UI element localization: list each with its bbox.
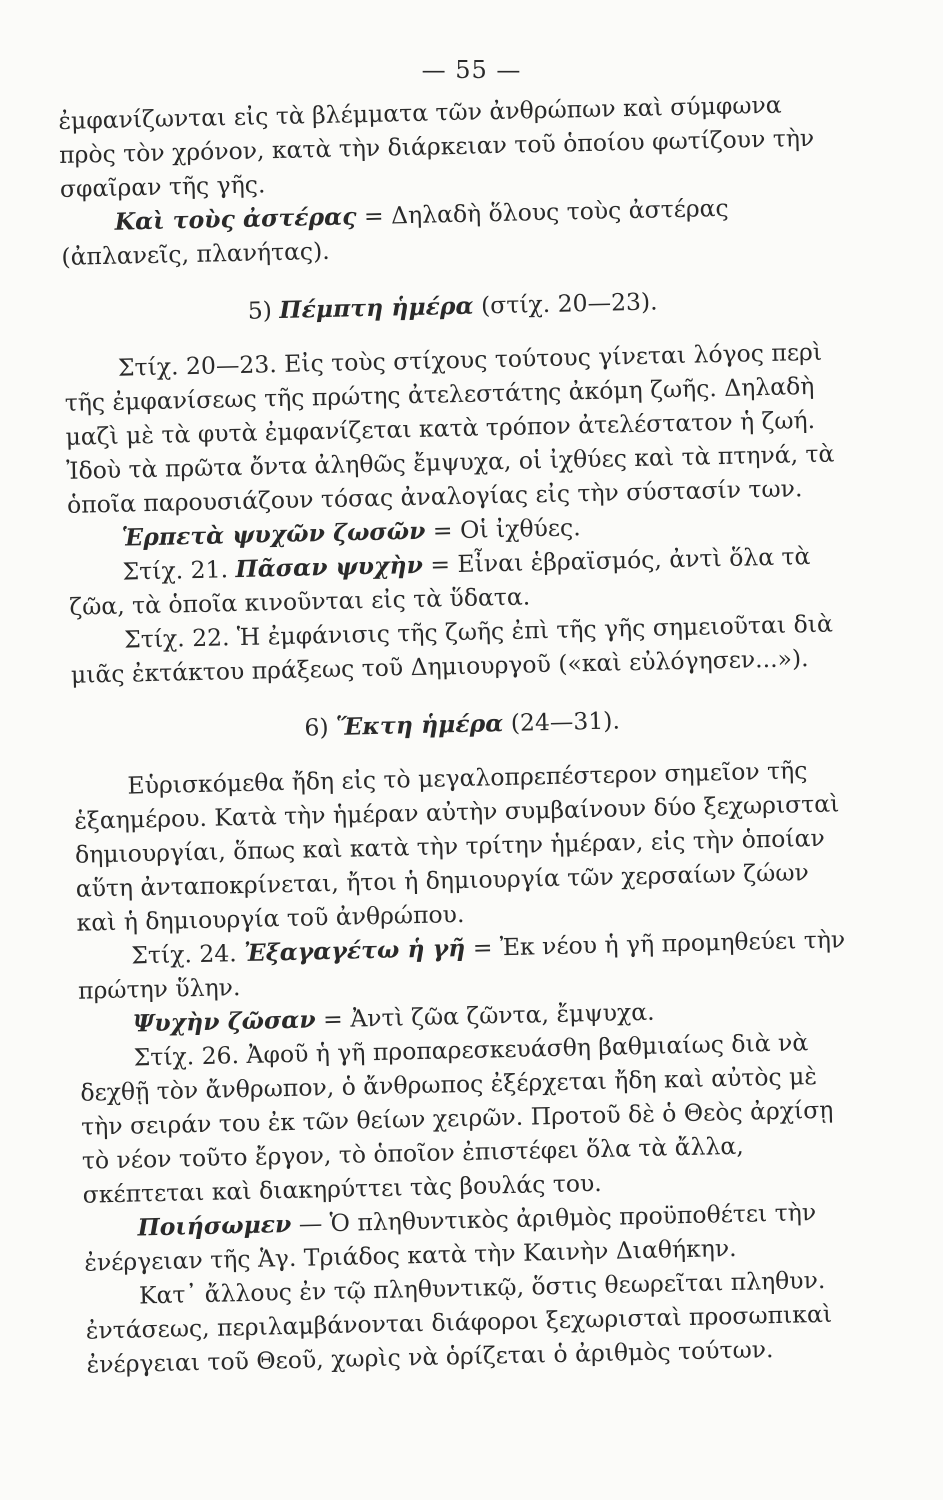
- paragraph: [58, 86, 840, 206]
- definition-text: = Ἐκ νέου ἡ γῆ προμηθεύει τὴν πρώτην ὕλην.: [77, 925, 846, 1005]
- term: Ἐξαγαγέτω ἡ γῆ: [243, 933, 466, 967]
- definition-text: = Δηλαδὴ ὅλους τοὺς ἀστέρας (ἀπλανεῖς, πλανήτας).: [61, 193, 729, 271]
- heading-range: (στίχ. 20—23).: [480, 287, 658, 320]
- paragraph: [85, 1262, 867, 1382]
- section-heading: [72, 698, 853, 750]
- definition-text: = Εἶναι ἑβραϊσμός, ἀντὶ ὅλα τὰ ζῶα, τὰ ὁποῖα κινοῦνται εἰς τὰ ὕδατα.: [69, 542, 811, 621]
- page-number: — 55 —: [421, 56, 522, 84]
- heading-range: (24—31).: [510, 706, 621, 737]
- section-heading: [62, 280, 843, 332]
- definition-text: — Ὁ πληθυντικὸς ἀριθμὸς προϋποθέτει τὴν ἐνέργειαν τῆς Ἁγ. Τριάδος κατὰ τὴν Καινὴν Διαθήκην.: [83, 1198, 817, 1277]
- paragraph: [79, 1024, 863, 1212]
- heading-title: Ἕκτη ἡμέρα: [335, 709, 504, 741]
- paragraph-text: Στίχ. 22. Ἡ ἐμφάνισις τῆς ζωῆς ἐπὶ τῆς γῆς σημειοῦται διὰ μιᾶς ἐκτάκτου πράξεως τοῦ Δημιουργοῦ («καὶ εὐλόγησεν...»).: [70, 609, 834, 689]
- term: Καὶ τοὺς ἀστέρας: [114, 202, 357, 236]
- paragraph-text: Στίχ. 26. Ἀφοῦ ἡ γῆ προπαρεσκευάσθη βαθμιαίως διὰ νὰ δεχθῇ τὸν ἄνθρωπον, ὁ ἄνθρωπος ἐξέρχεται ἤδη καὶ αὐτὸς μὲ τὴν σειράν του ἐκ τῶν θείων χειρῶν. Προτοῦ δὲ ὁ Θεὸς ἀρχίσῃ τὸ νέον τοῦτο ἔργον, τὸ ὁποῖον ἐπιστέφει ὅλα τὰ ἄλλα, σκέπτεται καὶ διακηρύττει τὰς βουλάς του.: [80, 1028, 834, 1209]
- term: Ποιήσωμεν: [137, 1209, 292, 1242]
- heading-number: 6): [304, 713, 329, 742]
- verse-ref: Στίχ. 24.: [131, 938, 245, 970]
- heading-number: 5): [247, 296, 273, 325]
- body-text: [58, 86, 867, 1381]
- term: Πᾶσαν ψυχὴν: [235, 550, 424, 584]
- paragraph-text: Εὑρισκόμεθα ἤδη εἰς τὸ μεγαλοπρεπέστερον σημεῖον τῆς ἑξαημέρου. Κατὰ τὴν ἡμέραν αὐτὴν συμβαίνουν δύο ξεχωρισταὶ δημιουργίαι, ὅπως καὶ κατὰ τὴν τρίτην ἡμέραν, εἰς τὴν ὁποίαν αὕτη ἀνταποκρίνεται, ἤτοι ἡ δημιουργία τῶν χερσαίων ζώων καὶ ἡ δημιουργία τοῦ ἀνθρώπου.: [73, 756, 840, 937]
- paragraph-text: ἐμφανίζωνται εἰς τὰ βλέμματα τῶν ἀνθρώπων καὶ σύμφωνα πρὸς τὸν χρόνον, κατὰ τὴν διάρκειαν τοῦ ὁποίου φωτίζουν τὴν σφαῖραν τῆς γῆς.: [58, 90, 815, 203]
- paragraph-text: Κατ᾽ ἄλλους ἐν τῷ πληθυντικῷ, ὅστις θεωρεῖται πληθυν. ἐντάσεως, περιλαμβάνονται διάφοροι ξεχωρισταὶ προσωπικαὶ ἐνέργειαι τοῦ Θεοῦ, χωρὶς νὰ ὁρίζεται ὁ ἀριθμὸς τούτων.: [85, 1265, 833, 1379]
- definition-text: = Ἀντὶ ζῶα ζῶντα, ἔμψυχα.: [315, 997, 655, 1034]
- heading-title: Πέμπτη ἡμέρα: [279, 291, 474, 325]
- definition-text: = Οἱ ἰχθύες.: [425, 513, 581, 545]
- verse-ref: Στίχ. 21.: [122, 555, 236, 586]
- paragraph: [73, 752, 857, 940]
- paragraph: [64, 334, 848, 522]
- paragraph-text: Στίχ. 20—23. Εἰς τοὺς στίχους τούτους γίνεται λόγος περὶ τῆς ἐμφανίσεως τῆς πρώτης ἀτελεστάτης ἀκόμη ζωῆς. Δηλαδὴ μαζὶ μὲ τὰ φυτὰ ἐμφανίζεται κατὰ τρόπον ἀτελέστατον ἡ ζωή. Ἰδοὺ τὰ πρῶτα ὄντα ἀληθῶς ἔμψυχα, οἱ ἰχθύες καὶ τὰ πτηνά, τὰ ὁποῖα παρουσιάζουν τόσας ἀναλογίας εἰς τὴν σύστασίν των.: [64, 337, 835, 519]
- term: Ψυχὴν ζῶσαν: [132, 1005, 316, 1038]
- term: Ἑρπετὰ ψυχῶν ζωσῶν: [121, 516, 426, 552]
